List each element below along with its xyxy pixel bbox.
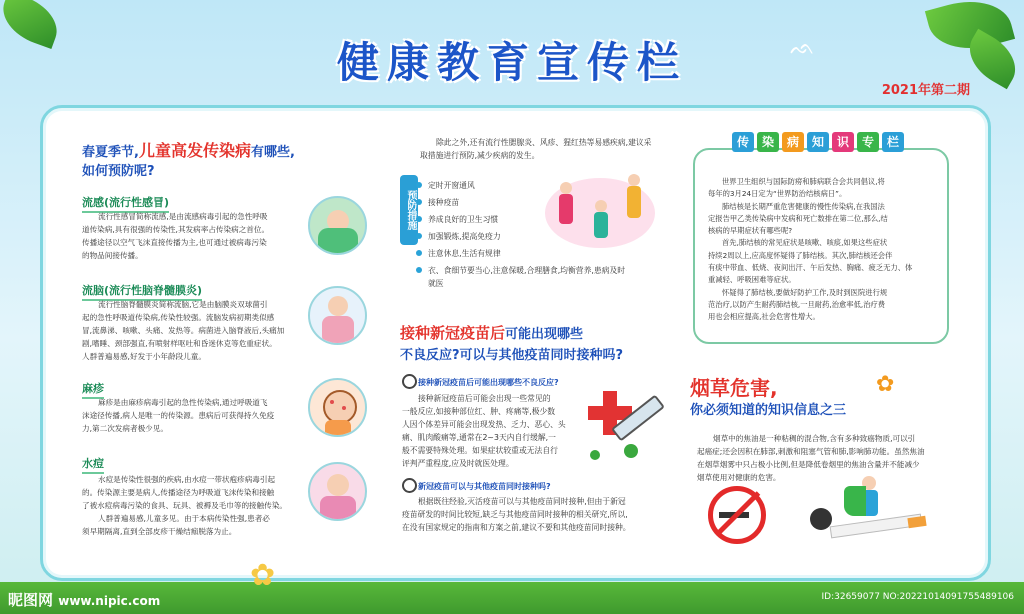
badge-char: 染: [757, 132, 779, 152]
disease-name: 麻疹: [82, 380, 104, 399]
prevention-tip-cont: 就医: [428, 279, 444, 288]
text-line: 人群普遍易感,儿童多见。由于本病传染性强,患者必: [98, 514, 270, 523]
text-line: 剧,嗜睡、颈部强直,有喷射样呕吐和昏迷休克等危重症状。: [82, 339, 277, 348]
tip-text: 加强锻炼,提高免疫力: [428, 232, 501, 241]
text-line: 疫苗研发的时间比较短,缺乏与其他疫苗同时接种的相关研究,所以,: [402, 510, 628, 519]
disease-text: [82, 298, 300, 363]
text-line: 重减轻、呼吸困难等症状。: [708, 275, 796, 285]
text-line: 世界卫生组织与国际防痨和肺病联合会共同倡议,将: [722, 177, 885, 186]
tip-text: 定时开窗通风: [428, 181, 475, 190]
text-line: 核病的早期症状有哪些呢?: [708, 226, 793, 236]
text-line: 肺结核是长期严重危害健康的慢性传染病,在我国法: [722, 201, 885, 211]
tip-text: 注意休息,生活有规律: [428, 249, 501, 258]
left-heading-suffix: 有哪些,: [250, 145, 295, 160]
left-heading-highlight: 儿童高发传染病: [138, 141, 251, 160]
text-line: 怀疑得了肺结核,要做好防护工作,及时到医院进行规: [722, 287, 888, 297]
text-line: 有痰中带血、低烧、夜间出汗、午后发热、胸痛、疲乏无力、体: [708, 263, 913, 273]
disease-name: 流脑(流行性脑脊髓膜炎): [82, 282, 202, 301]
image-id: ID:32659077 NO:20221014091755489106: [821, 592, 1014, 602]
disease-name: 水痘: [82, 455, 104, 474]
text-line: 人因个体差异可能会出现发热、乏力、恶心、头: [402, 420, 566, 429]
text-line: 道传染病,具有很强的传染性,其发病率占传染病之首位。: [82, 225, 270, 234]
prevention-tip: [416, 231, 501, 242]
knowledge-badge: [732, 132, 904, 152]
chickenpox-child-illustration: [308, 462, 367, 521]
left-heading-prefix: 春夏季节,: [82, 145, 139, 160]
text-line: 定报告甲乙类传染病中发病和死亡数排在第二位,那么,结: [708, 213, 888, 223]
text-line: 评判严重程度,应及时就医处理。: [402, 459, 514, 468]
prevention-tip: [416, 214, 498, 225]
exercise-illustration: [540, 160, 660, 255]
text-line: 流行性脑脊髓膜炎简称流脑,它是由脑膜炎双球菌引: [98, 300, 268, 309]
site-url: www.nipic.com: [58, 594, 161, 608]
left-heading-line2: 如何预防呢?: [82, 164, 155, 179]
sick-child-illustration: [308, 196, 367, 255]
site-logo: 昵图网: [8, 591, 54, 609]
syringe-illustration: [580, 380, 670, 470]
vaccine-heading: [400, 322, 583, 343]
no-smoking-icon: [708, 486, 766, 544]
text-line: 传播途径以空气飞沫直接传播为主,也可通过被病毒污染: [82, 238, 267, 247]
text-line: 每年的3月24日定为“世界防治结核病日”。: [708, 189, 847, 199]
measles-child-illustration: [308, 378, 367, 437]
text-line: 烟草使用对健康的危害。: [697, 473, 781, 482]
vaccine-heading-line2: 不良反应?可以与其他疫苗同时接种吗?: [400, 348, 624, 363]
text-line: 冒,流鼻涕、咳嗽、头痛、发热等。病菌进入脑脊液后,头痛加: [82, 326, 285, 335]
headache-child-illustration: [308, 286, 367, 345]
prevention-tip: [416, 197, 459, 208]
text-line: 在没有国家规定的指南和方案之前,建议不要和其他疫苗同时接种。: [402, 523, 631, 532]
text-line: 范治疗,以防产生耐药肺结核,一旦耐药,治愈率低,治疗费: [708, 299, 886, 309]
text-line: 般不需要特殊处理。如果症状较重或无法自行: [402, 446, 558, 455]
left-heading: [82, 138, 295, 161]
text-line: 了被水痘病毒污染的食具、玩具、被褥及毛巾等的接触传染。: [82, 501, 288, 510]
prevention-tag: 预防措施: [400, 175, 418, 245]
disease-text: [82, 473, 300, 538]
text-line: 用也会相应提高,社会危害性增大。: [708, 312, 820, 322]
smoke-subheading: 你必须知道的知识信息之三: [690, 403, 847, 418]
text-line: 烟草中的焦油是一种粘稠的混合物,含有多种致癌物质,可以引: [713, 434, 916, 443]
disease-name: 流感(流行性感冒): [82, 194, 169, 213]
text-line: 起癌症;还会因积在肺部,刺激和阻塞气管和肺,影响肺功能。虽然焦油: [697, 447, 925, 456]
prevention-tip: [416, 180, 475, 191]
vaccine-question-1: 接种新冠疫苗后可能出现哪些不良反应?: [418, 378, 559, 387]
page-title: 健康教育宣传栏: [336, 38, 687, 87]
vaccine-answer-2: [402, 495, 682, 534]
text-line: 人群普遍易感,好发于小年龄段儿童。: [82, 352, 206, 361]
site-watermark: [8, 589, 160, 610]
tip-text: 衣、食细节要当心,注意保暖,合理膳食,均衡营养,患病及时: [428, 266, 626, 275]
text-line: 起的急性呼吸道传染病,传染性较强。流脑发病初期类似感: [82, 313, 275, 322]
disease-text: [82, 210, 300, 262]
text-line: 沫途径传播,病人是唯一的传染源。患病后可获得持久免疫: [82, 411, 275, 420]
tip-text: 养成良好的卫生习惯: [428, 215, 499, 224]
magnifier-icon: [402, 478, 417, 493]
bird-icon: ᨒ: [790, 35, 815, 59]
badge-char: 识: [832, 132, 854, 152]
ground-flower-icon: ✿: [250, 558, 276, 593]
prevention-tip: [416, 265, 625, 276]
text-line: 力,第二次发病者极少见。: [82, 424, 168, 433]
text-line: 首先,肺结核的常见症状是咳嗽、咳痰,如果这些症状: [722, 238, 888, 248]
text-line: 持续2周以上,应高度怀疑得了肺结核。其次,肺结核还会伴: [708, 250, 893, 260]
issue-label: 2021年第二期: [881, 83, 970, 98]
disease-text: [82, 396, 300, 435]
magnifier-icon: [402, 374, 417, 389]
vaccine-question-2: 新冠疫苗可以与其他疫苗同时接种吗?: [418, 482, 551, 491]
text-line: 接种新冠疫苗后可能会出现一些常见的: [418, 394, 551, 403]
text-line: 一般反应,如接种部位红、肿、疼痛等,极少数: [402, 407, 556, 416]
anti-smoking-illustration: [800, 470, 930, 545]
badge-char: 传: [732, 132, 754, 152]
text-line: 在烟草烟雾中只占极小比例,但是降低卷烟里的焦油含量并不能减少: [697, 460, 920, 469]
badge-char: 病: [782, 132, 804, 152]
smoke-heading: 烟草危害,: [690, 376, 778, 400]
text-line: 麻疹是由麻疹病毒引起的急性传染病,通过呼吸道飞: [98, 398, 268, 407]
badge-char: 专: [857, 132, 879, 152]
text-line: 痛、肌肉酸痛等,通常在2~3天内自行缓解,一: [402, 433, 556, 442]
prevention-tip: [416, 248, 501, 259]
badge-char: 知: [807, 132, 829, 152]
text-line: 的。传染源主要是病人,传播途径为呼吸道飞沫传染和接触: [82, 488, 275, 497]
text-line: 除此之外,还有流行性腮腺炎、风疹、猩红热等易感疾病,建议采: [436, 138, 652, 147]
tip-text: 接种疫苗: [428, 198, 460, 207]
vaccine-heading-highlight: 接种新冠疫苗后: [400, 324, 506, 342]
badge-char: 栏: [882, 132, 904, 152]
vaccine-heading-mid: 可能出现哪些: [505, 327, 584, 342]
text-line: 水痘是传染性很强的疾病,由水痘一带状疱疹病毒引起: [98, 475, 276, 484]
text-line: 流行性感冒简称流感,是由流感病毒引起的急性呼吸: [98, 212, 268, 221]
text-line: 取措施进行预防,减少疾病的发生。: [420, 151, 540, 160]
text-line: 根据既往经验,灭活疫苗可以与其他疫苗同时接种,但由于新冠: [418, 497, 626, 506]
tb-info-text: [708, 176, 940, 324]
flower-icon: ✿: [876, 372, 895, 397]
text-line: 须早期隔离,直到全部皮疹干燥结痂脱落为止。: [82, 527, 237, 536]
text-line: 的物品间接传播。: [82, 251, 143, 260]
middle-intro: [420, 136, 670, 162]
vaccine-answer-1: [402, 392, 582, 470]
